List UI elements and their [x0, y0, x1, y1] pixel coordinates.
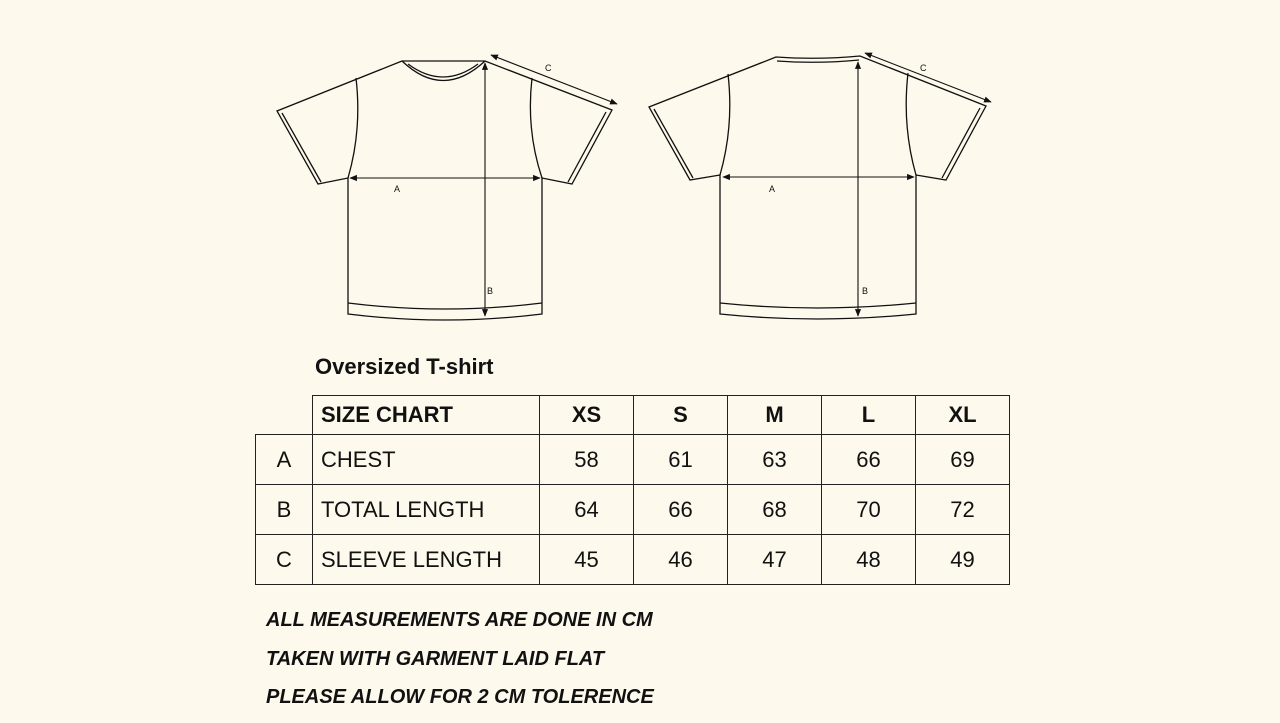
back-label-a: A — [769, 184, 776, 194]
front-tshirt-illustration — [277, 61, 612, 320]
front-label-a: A — [394, 184, 401, 194]
note-item: ALL MEASUREMENTS ARE DONE IN CM — [266, 609, 653, 631]
product-title: Oversized T-shirt — [315, 354, 494, 379]
row-value: 63 — [728, 435, 822, 485]
row-key: C — [256, 535, 313, 585]
note-item: PLEASE ALLOW FOR 2 CM TOLERENCE — [266, 686, 654, 708]
size-header-l: L — [822, 396, 916, 435]
row-value: 45 — [540, 535, 634, 585]
row-value: 46 — [634, 535, 728, 585]
row-value: 66 — [822, 435, 916, 485]
row-value: 68 — [728, 485, 822, 535]
table-header-row — [256, 396, 1010, 435]
row-name: SLEEVE LENGTH — [313, 535, 540, 585]
row-value: 48 — [822, 535, 916, 585]
row-name: CHEST — [313, 435, 540, 485]
row-value: 47 — [728, 535, 822, 585]
back-label-b: B — [862, 286, 869, 296]
row-key: A — [256, 435, 313, 485]
row-value: 61 — [634, 435, 728, 485]
note-item: TAKEN WITH GARMENT LAID FLAT — [266, 647, 605, 670]
tshirt-diagram — [0, 0, 1280, 340]
size-chart-header: SIZE CHART — [313, 396, 540, 435]
front-label-c: C — [545, 63, 552, 73]
size-header-s: S — [634, 396, 728, 435]
row-value: 64 — [540, 485, 634, 535]
back-tshirt-illustration — [649, 56, 986, 319]
header-blank-cell — [256, 396, 313, 435]
back-label-c: C — [920, 63, 927, 73]
row-value: 58 — [540, 435, 634, 485]
row-key: B — [256, 485, 313, 535]
table-row — [256, 435, 1010, 485]
row-value: 66 — [634, 485, 728, 535]
size-chart-table — [255, 395, 1010, 585]
row-name: TOTAL LENGTH — [313, 485, 540, 535]
row-value: 72 — [916, 485, 1010, 535]
row-value: 70 — [822, 485, 916, 535]
row-value: 69 — [916, 435, 1010, 485]
size-header-xl: XL — [916, 396, 1010, 435]
front-label-b: B — [487, 286, 494, 296]
table-row — [256, 485, 1010, 535]
table-row — [256, 535, 1010, 585]
measurement-notes — [266, 607, 654, 723]
row-value: 49 — [916, 535, 1010, 585]
size-header-m: M — [728, 396, 822, 435]
size-header-xs: XS — [540, 396, 634, 435]
